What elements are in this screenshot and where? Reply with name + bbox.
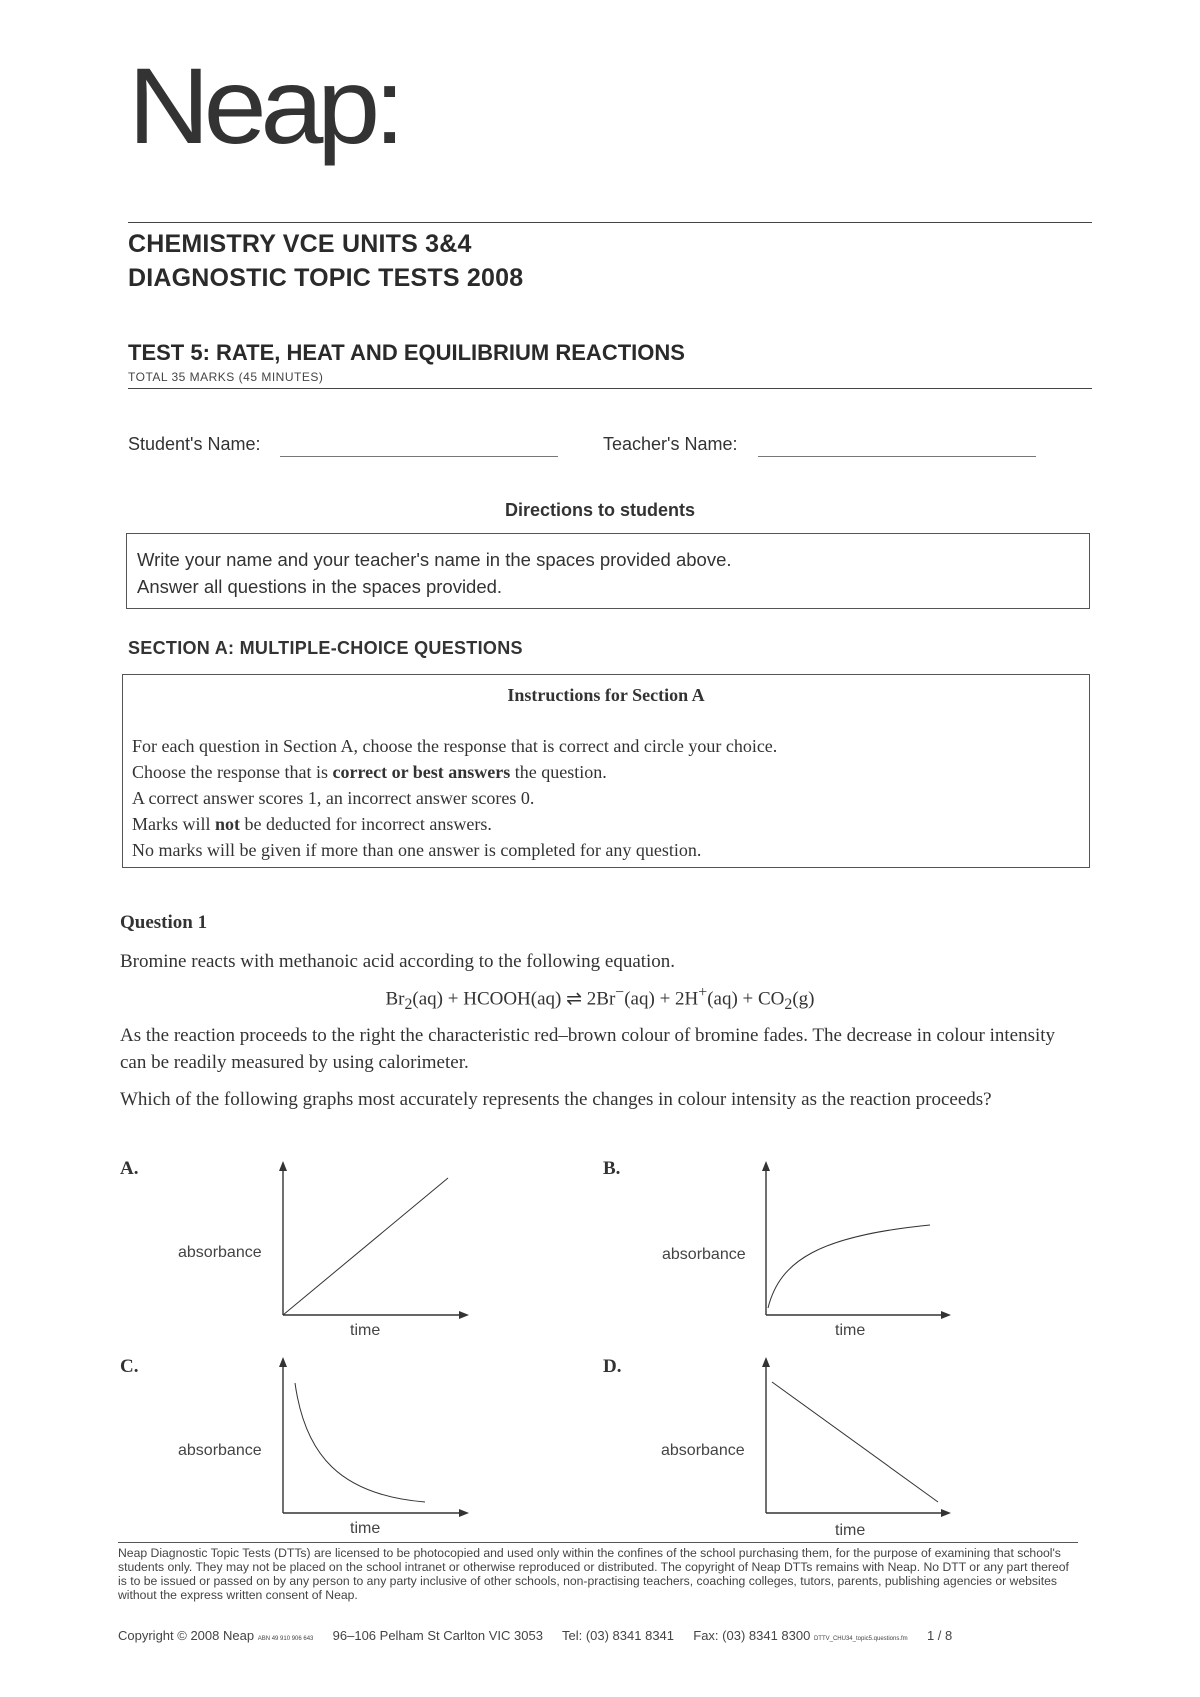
graph-d-xlabel: time <box>835 1522 866 1539</box>
graph-b-curve <box>768 1225 930 1308</box>
option-a-label[interactable]: A. <box>120 1158 139 1179</box>
graph-a[interactable] <box>283 1166 464 1315</box>
graph-d-ylabel: absorbance <box>661 1442 745 1459</box>
graph-a-curve <box>283 1178 448 1315</box>
licence-notice: Neap Diagnostic Topic Tests (DTTs) are licensed to be photocopied and used only within the confines of the school purchasing them, for the purpose of examining that school's students only. They may not be placed on the school intranet or otherwise reproduced or distributed. The copyright of Neap DTTs remains with Neap. No DTT or any part thereof is to be issued or passed on by any person to any party inclusive of other schools, non-practising teachers, coaching colleges, tutors, parents, publishing agencies or websites without the express written consent of Neap. <box>118 1546 1069 1602</box>
instruction-line: Marks will not be deducted for incorrect answers. <box>132 814 492 834</box>
page-number: 1 / 8 <box>926 1628 953 1643</box>
instruction-line: Choose the response that is correct or best answers the question. <box>132 762 607 782</box>
graph-b-ylabel: absorbance <box>662 1246 746 1263</box>
graph-b-xlabel: time <box>835 1322 866 1339</box>
neap-logo: Neap: <box>128 45 400 166</box>
directions-line: Write your name and your teacher's name in the spaces provided above. <box>137 549 732 570</box>
graph-a-ylabel: absorbance <box>178 1244 262 1261</box>
instruction-line: For each question in Section A, choose the response that is correct and circle your choice. <box>132 736 778 756</box>
section-a-heading: SECTION A: MULTIPLE-CHOICE QUESTIONS <box>128 638 523 658</box>
graph-c-xlabel: time <box>350 1520 381 1537</box>
copyright-text: Copyright © 2008 Neap <box>118 1628 255 1643</box>
address-text: 96–106 Pelham St Carlton VIC 3053 <box>332 1628 543 1643</box>
question-intro: Bromine reacts with methanoic acid according to the following equation. <box>120 951 676 972</box>
directions-heading: Directions to students <box>504 500 696 520</box>
course-subtitle: DIAGNOSTIC TOPIC TESTS 2008 <box>128 264 524 292</box>
test-marks-time: TOTAL 35 MARKS (45 MINUTES) <box>128 370 324 384</box>
graph-d-curve <box>772 1382 938 1502</box>
footer-copyright-line <box>118 1628 952 1643</box>
graph-c-ylabel: absorbance <box>178 1442 262 1459</box>
question-prompt: Which of the following graphs most accurately represents the changes in colour intensity as the reaction proceeds? <box>120 1089 992 1110</box>
footer-rule <box>118 1542 1078 1543</box>
option-b-label[interactable]: B. <box>603 1158 621 1179</box>
instruction-line: A correct answer scores 1, an incorrect answer scores 0. <box>132 788 535 808</box>
graph-a-xlabel: time <box>350 1322 381 1339</box>
graph-c[interactable] <box>283 1362 464 1513</box>
chemical-equation: $Br_2(aq)$ + HCOOH(aq) ⇌ $2Br^-(aq) + 2H^+(aq) + CO_2(g)$ <box>385 984 815 1014</box>
question-paragraph: As the reaction proceeds to the right the characteristic red–brown colour of bromine fades. The decrease in colour intensity can be readily measured by using calorimeter. <box>120 1025 1056 1073</box>
equilibrium-arrow-icon: ⇌ <box>566 988 583 1010</box>
graph-d[interactable] <box>766 1362 946 1513</box>
test-title: TEST 5: RATE, HEAT AND EQUILIBRIUM REACTIONS <box>128 340 685 365</box>
abn-text: ABN 49 910 906 643 <box>257 1636 314 1642</box>
option-d-label[interactable]: D. <box>603 1356 622 1377</box>
graph-c-curve <box>295 1383 425 1502</box>
student-name-label: Student's Name: <box>128 434 261 454</box>
instruction-line: No marks will be given if more than one answer is completed for any question. <box>132 840 702 860</box>
file-ref-text: DTTV_CHU34_topic5.questions.fm <box>813 1636 908 1642</box>
fax-text: Fax: (03) 8341 8300 <box>693 1628 811 1643</box>
instructions-title: Instructions for Section A <box>507 685 705 705</box>
teacher-name-label: Teacher's Name: <box>603 434 738 454</box>
tel-text: Tel: (03) 8341 8341 <box>561 1628 675 1643</box>
directions-line: Answer all questions in the spaces provided. <box>137 576 503 597</box>
course-title: CHEMISTRY VCE UNITS 3&4 <box>128 230 472 258</box>
question-heading: Question 1 <box>120 912 208 933</box>
graph-b[interactable] <box>766 1166 946 1315</box>
option-c-label[interactable]: C. <box>120 1356 139 1377</box>
